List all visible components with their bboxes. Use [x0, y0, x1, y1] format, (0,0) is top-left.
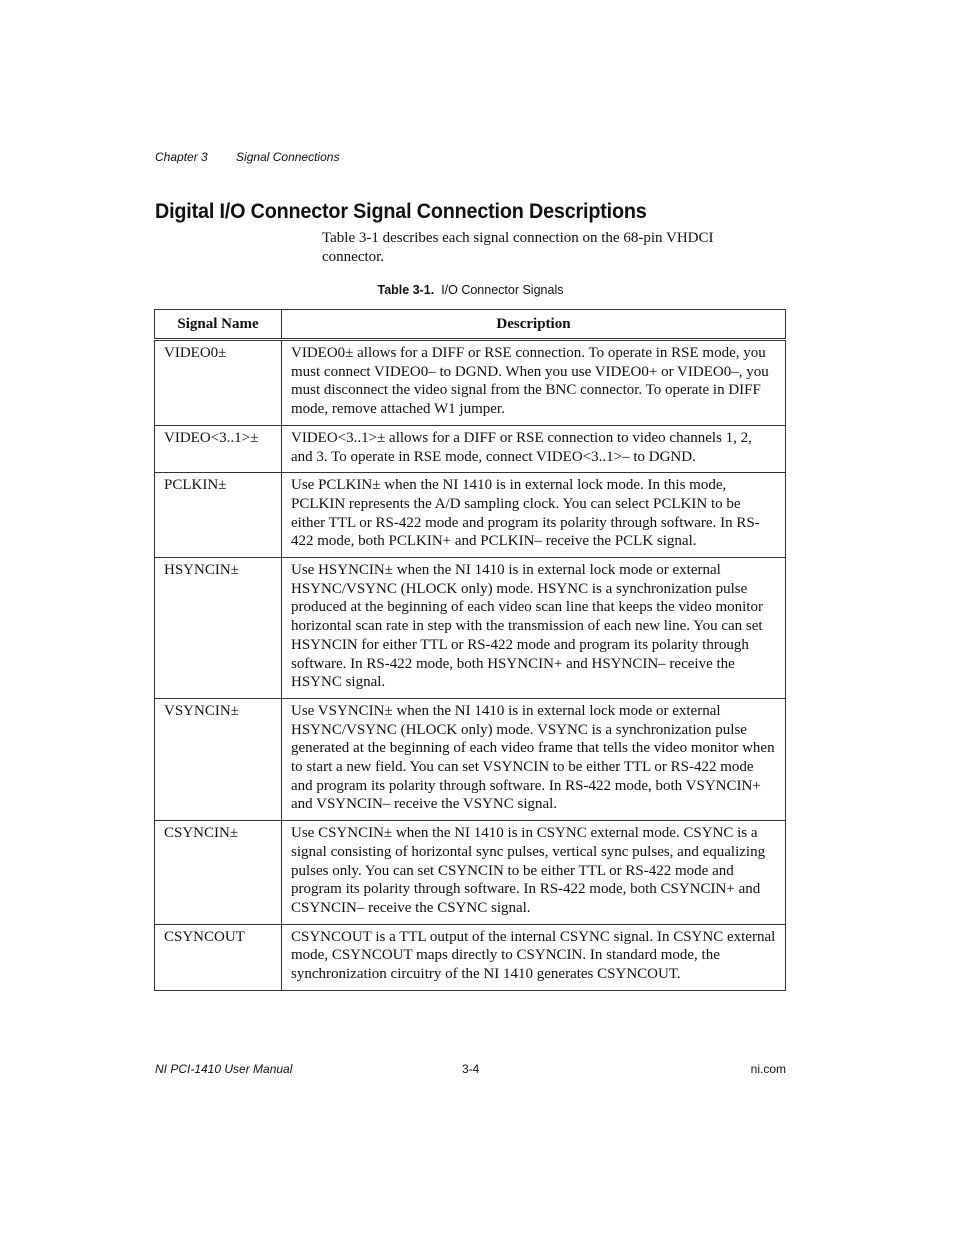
- chapter-label: Chapter 3: [155, 150, 208, 164]
- table-header-row: [155, 310, 786, 340]
- table-caption-text: I/O Connector Signals: [441, 283, 564, 297]
- column-header-signal-name: Signal Name: [155, 310, 282, 340]
- signal-name-cell: PCLKIN±: [155, 473, 282, 558]
- signal-name-cell: VSYNCIN±: [155, 698, 282, 820]
- signal-description-cell: Use HSYNCIN± when the NI 1410 is in external lock mode or external HSYNC/VSYNC (HLOCK only) mode. HSYNC is a synchronization pulse produced at the beginning of each video scan line that keeps the video monitor horizontal scan rate in step with the transmission of each new line. You can set HSYNCIN for either TTL or RS-422 mode and program its polarity through software. In RS-422 mode, both HSYNCIN+ and HSYNCIN– receive the HSYNC signal.: [282, 558, 786, 699]
- signal-table: [154, 309, 786, 991]
- section-title: Digital I/O Connector Signal Connection Descriptions: [155, 199, 647, 223]
- footer-page-number: 3-4: [462, 1062, 480, 1076]
- table-caption: [155, 283, 786, 297]
- table-row: [155, 821, 786, 925]
- table-row: [155, 425, 786, 472]
- signal-description-cell: Use CSYNCIN± when the NI 1410 is in CSYNC external mode. CSYNC is a signal consisting of horizontal sync pulses, vertical sync pulses, and equalizing pulses only. You can set CSYNCIN to be either TTL or RS-422 mode and program its polarity through software. In RS-422 mode, both CSYNCIN+ and CSYNCIN– receive the CSYNC signal.: [282, 821, 786, 925]
- intro-paragraph: Table 3-1 describes each signal connection on the 68-pin VHDCI connector.: [322, 230, 714, 265]
- signal-description-cell: VIDEO0± allows for a DIFF or RSE connection. To operate in RSE mode, you must connect VIDEO0– to DGND. When you use VIDEO0+ or VIDEO0–, you must disconnect the video signal from the BNC connector. To operate in DIFF mode, remove attached W1 jumper.: [282, 340, 786, 426]
- table-caption-label: Table 3-1.: [377, 283, 435, 297]
- chapter-section-label: Signal Connections: [236, 150, 340, 164]
- column-header-description: Description: [282, 310, 786, 340]
- signal-name-cell: CSYNCOUT: [155, 924, 282, 990]
- table-row: [155, 698, 786, 820]
- signal-name-cell: CSYNCIN±: [155, 821, 282, 925]
- signal-description-cell: VIDEO<3..1>± allows for a DIFF or RSE connection to video channels 1, 2, and 3. To operate in RSE mode, connect VIDEO<3..1>– to DGND.: [282, 425, 786, 472]
- signal-description-cell: CSYNCOUT is a TTL output of the internal CSYNC signal. In CSYNC external mode, CSYNCOUT maps directly to CSYNCIN. In standard mode, the synchronization circuitry of the NI 1410 generates CSYNCOUT.: [282, 924, 786, 990]
- signal-name-cell: VIDEO0±: [155, 340, 282, 426]
- signal-name-cell: VIDEO<3..1>±: [155, 425, 282, 472]
- running-header: [155, 150, 339, 164]
- table-row: [155, 473, 786, 558]
- signal-description-cell: Use VSYNCIN± when the NI 1410 is in external lock mode or external HSYNC/VSYNC (HLOCK only) mode. VSYNC is a synchronization pulse generated at the beginning of each video frame that tells the video monitor when to start a new field. You can set VSYNCIN to be either TTL or RS-422 mode and program its polarity through software. In RS-422 mode, both VSYNCIN+ and VSYNCIN– receive the VSYNC signal.: [282, 698, 786, 820]
- table-row: [155, 558, 786, 699]
- signal-name-cell: HSYNCIN±: [155, 558, 282, 699]
- footer-website: ni.com: [750, 1062, 786, 1076]
- table-row: [155, 340, 786, 426]
- table-row: [155, 924, 786, 990]
- footer-manual-title: NI PCI-1410 User Manual: [155, 1062, 293, 1076]
- signal-description-cell: Use PCLKIN± when the NI 1410 is in external lock mode. In this mode, PCLKIN represents the A/D sampling clock. You can select PCLKIN to be either TTL or RS-422 mode and program its polarity through software. In RS-422 mode, both PCLKIN+ and PCLKIN– receive the PCLK signal.: [282, 473, 786, 558]
